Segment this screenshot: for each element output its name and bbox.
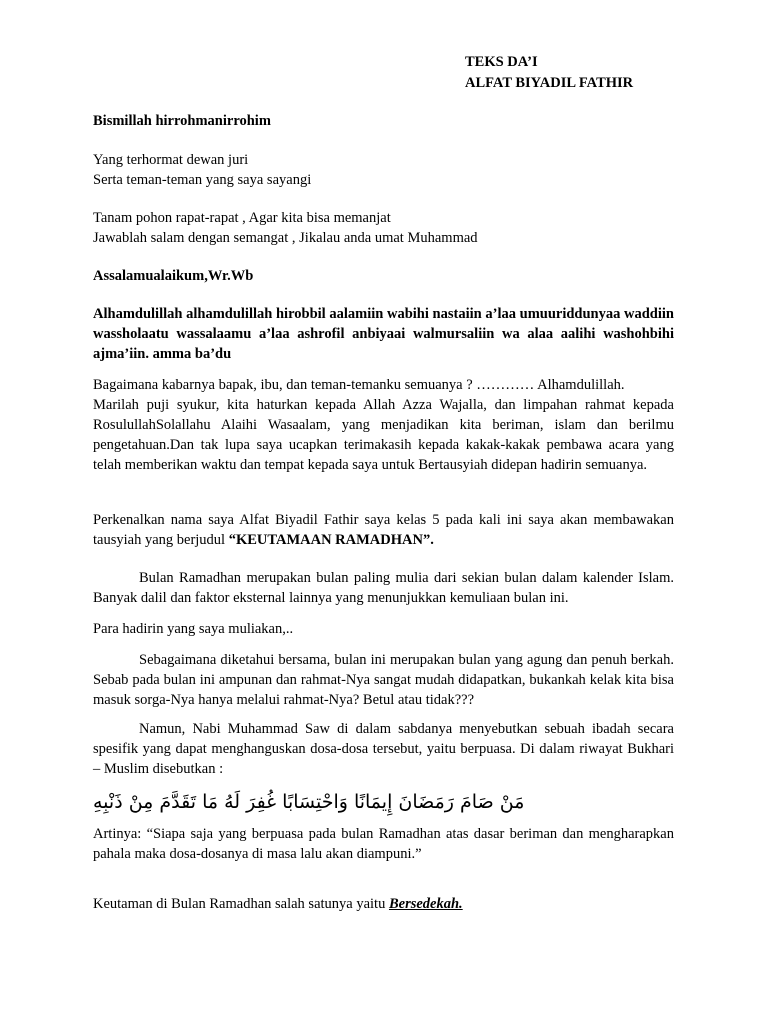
salam-line: Assalamualaikum,Wr.Wb (93, 268, 254, 284)
hadith-arabic-text: مَنْ صَامَ رَمَضَانَ إِيمَانًا وَاحْتِسَابًا غُفِرَ لَهُ مَا تَقَدَّمَ مِنْ ذَنْبِهِ (93, 791, 525, 813)
introduction-paragraph (93, 510, 674, 550)
header-author: ALFAT BIYADIL FATHIR (465, 75, 634, 91)
closing-paragraph (93, 894, 674, 914)
greeting-line-2: Serta teman-teman yang saya sayangi (93, 172, 312, 188)
pantun-line-1: Tanam pohon rapat-rapat , Agar kita bisa memanjat (93, 210, 391, 226)
hadith-intro-paragraph: Namun, Nabi Muhammad Saw di dalam sabdanya menyebutkan sebuah ibadah secara spesifik yang dapat menghanguskan dosa-dosa tersebut, yaitu berpuasa. Di dalam riwayat Bukhari – Muslim disebutkan : (93, 721, 674, 777)
blessing-paragraph: Sebagaimana diketahui bersama, bulan ini merupakan bulan yang agung dan penuh berkah. Sebab pada bulan ini ampunan dan rahmat-Nya sangat mudah didapatkan, bukankah kelak kita bisa masuk sorga-Nya hanya melalui rahmat-Nya? Betul atau tidak??? (93, 652, 674, 708)
translation-paragraph: Artinya: “Siapa saja yang berpuasa pada bulan Ramadhan atas dasar beriman dan mengharapkan pahala maka dosa-dosanya di masa lalu akan diampuni.” (93, 826, 674, 862)
opening-paragraph-line-1: Bagaimana kabarnya bapak, ibu, dan teman-temanku semuanya ? ………… Alhamdulillah. (93, 377, 625, 393)
document-header (465, 52, 633, 94)
header-title: TEKS DA’I (465, 54, 538, 70)
greeting-block (93, 150, 674, 190)
opening-paragraph-body: Marilah puji syukur, kita haturkan kepada Allah Azza Wajalla, dan limpahan rahmat kepada RosulullahSolallahu Alaihi Wasaalam, yang menjadikan kita beriman, islam dan berilmu pengetahuan.Dan tak lupa saya ucapkan terimakasih kepada kakak-kakak pembawa acara yang telah memberikan waktu dan tempat kepada saya untuk Bertausyiah didepan hadirin semuanya. (93, 397, 674, 473)
opening-line: Bismillah hirrohmanirrohim (93, 113, 271, 129)
opening-paragraph (93, 375, 674, 475)
introduction-text: Perkenalkan nama saya Alfat Biyadil Fathir saya kelas 5 pada kali ini saya akan membawakan tausyiah yang berjudul (93, 512, 674, 548)
closing-text: Keutaman di Bulan Ramadhan salah satunya yaitu (93, 896, 389, 912)
pantun-line-2: Jawablah salam dengan semangat , Jikalau anda umat Muhammad (93, 230, 478, 246)
pantun-block (93, 208, 674, 248)
greeting-line-1: Yang terhormat dewan juri (93, 152, 249, 168)
hamdalah-paragraph: Alhamdulillah alhamdulillah hirobbil aalamiin wabihi nastaiin a’laa umuuriddunyaa waddiin wassholaatu wassalaamu a’laa ashrofil anbiyaai walmursaliin wa alaa aalihi washohbihi ajma’iin. amma ba’du (93, 306, 674, 362)
closing-emphasis: Bersedekah. (388, 896, 463, 912)
audience-address: Para hadirin yang saya muliakan,.. (93, 621, 294, 637)
ramadhan-paragraph: Bulan Ramadhan merupakan bulan paling mulia dari sekian bulan dalam kalender Islam. Banyak dalil dan faktor eksternal lainnya yang menunjukkan kemuliaan bulan ini. (93, 570, 674, 606)
sermon-title: “KEUTAMAAN RAMADHAN”. (228, 532, 434, 548)
